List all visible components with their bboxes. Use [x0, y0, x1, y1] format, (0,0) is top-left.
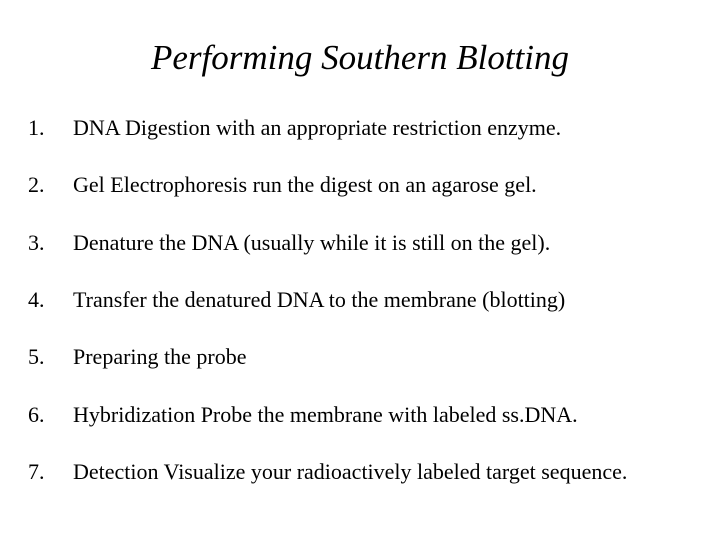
slide-title: Performing Southern Blotting — [150, 38, 570, 77]
step-number: 2. — [28, 172, 45, 197]
step-item-3 — [28, 228, 708, 258]
step-item-2 — [28, 170, 708, 200]
step-number: 5. — [28, 344, 45, 369]
step-number: 3. — [28, 230, 45, 255]
step-text: Transfer the denatured DNA to the membrane (blotting) — [73, 287, 566, 312]
step-text: Denature the DNA (usually while it is still on the gel). — [73, 230, 551, 255]
step-number: 4. — [28, 287, 45, 312]
step-text: Detection Visualize your radioactively labeled target sequence. — [73, 459, 628, 484]
step-number: 1. — [28, 115, 45, 140]
step-number: 7. — [28, 459, 45, 484]
step-text: Gel Electrophoresis run the digest on an agarose gel. — [73, 172, 537, 197]
step-item-6 — [28, 400, 708, 430]
step-number: 6. — [28, 402, 45, 427]
step-text: DNA Digestion with an appropriate restriction enzyme. — [73, 115, 562, 140]
step-item-7 — [28, 457, 708, 487]
step-item-5 — [28, 342, 708, 372]
step-text: Hybridization Probe the membrane with labeled ss.DNA. — [73, 402, 578, 427]
step-item-4 — [28, 285, 708, 315]
step-text: Preparing the probe — [73, 344, 247, 369]
step-item-1 — [28, 113, 708, 143]
